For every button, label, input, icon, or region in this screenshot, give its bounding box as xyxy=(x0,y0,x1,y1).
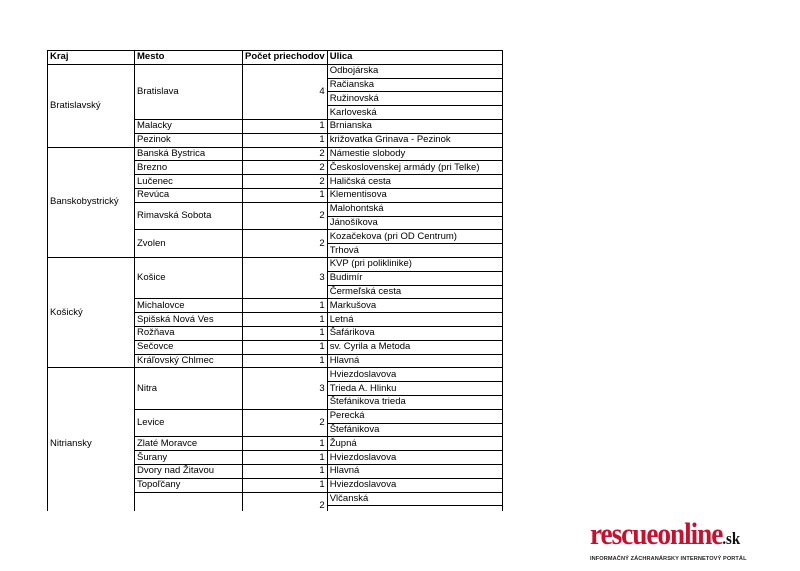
kraj-cell: Banskobystrický xyxy=(48,147,135,257)
pocet-cell: 4 xyxy=(243,64,328,119)
logo-name: rescueonline xyxy=(590,516,723,551)
mesto-cell: Rimavská Sobota xyxy=(135,202,243,230)
mesto-cell: Košice xyxy=(135,257,243,298)
ulica-cell: Budimír xyxy=(327,271,502,285)
header-ulica: Ulica xyxy=(327,51,502,65)
ulica-cell: Československej armády (pri Telke) xyxy=(327,161,502,175)
pocet-cell: 2 xyxy=(243,409,328,437)
mesto-cell: Michalovce xyxy=(135,299,243,313)
mesto-cell: Rožňava xyxy=(135,326,243,340)
mesto-cell: Dvory nad Žitavou xyxy=(135,464,243,478)
table-row xyxy=(48,257,503,271)
pocet-cell: 1 xyxy=(243,340,328,354)
ulica-cell: Perecká xyxy=(327,409,502,423)
ulica-cell: Ružinovská xyxy=(327,92,502,106)
ulica-cell: Račianska xyxy=(327,78,502,92)
mesto-cell: Banská Bystrica xyxy=(135,147,243,161)
ulica-cell: Hviezdoslavova xyxy=(327,451,502,465)
header-pocet: Počet priechodov xyxy=(243,51,328,65)
mesto-cell: Zlaté Moravce xyxy=(135,437,243,451)
ulica-cell: Letná xyxy=(327,313,502,327)
pocet-cell: 1 xyxy=(243,299,328,313)
ulica-cell: Župná xyxy=(327,437,502,451)
pocet-cell: 1 xyxy=(243,188,328,202)
mesto-cell: Brezno xyxy=(135,161,243,175)
ulica-cell: Klementisova xyxy=(327,188,502,202)
mesto-cell: Spišská Nová Ves xyxy=(135,313,243,327)
mesto-cell: Šurany xyxy=(135,451,243,465)
mesto-cell: Zvolen xyxy=(135,230,243,258)
ulica-cell: Brnianska xyxy=(327,119,502,133)
ulica-cell: Šafárikova xyxy=(327,326,502,340)
header-row xyxy=(48,51,503,65)
mesto-cell: Sečovce xyxy=(135,340,243,354)
ulica-cell: Markušova xyxy=(327,299,502,313)
mesto-cell: Nitra xyxy=(135,368,243,409)
pocet-cell: 1 xyxy=(243,133,328,147)
pocet-cell: 2 xyxy=(243,230,328,258)
pocet-cell: 1 xyxy=(243,478,328,492)
kraj-cell: Bratislavský xyxy=(48,64,135,147)
header-mesto: Mesto xyxy=(135,51,243,65)
ulica-cell: Hlavná xyxy=(327,354,502,368)
mesto-cell: Kráľovský Chlmec xyxy=(135,354,243,368)
pocet-cell: 2 xyxy=(243,202,328,230)
pocet-cell: 1 xyxy=(243,464,328,478)
mesto-cell: Revúca xyxy=(135,188,243,202)
rescueonline-logo[interactable] xyxy=(590,518,790,562)
table-row xyxy=(48,147,503,161)
pocet-cell: 1 xyxy=(243,451,328,465)
ulica-cell: Haličská cesta xyxy=(327,175,502,189)
ulica-cell: Čermeľská cesta xyxy=(327,285,502,299)
ulica-cell: KVP (pri poliklinike) xyxy=(327,257,502,271)
ulica-cell: Malohontská xyxy=(327,202,502,216)
mesto-cell: Topoľčany xyxy=(135,478,243,492)
pocet-cell: 2 xyxy=(243,175,328,189)
table-body xyxy=(48,64,503,519)
ulica-cell: Vlčanská xyxy=(327,492,502,506)
crossings-table xyxy=(47,50,503,520)
pocet-cell: 3 xyxy=(243,257,328,298)
ulica-cell: Jánošíkova xyxy=(327,216,502,230)
pocet-cell: 2 xyxy=(243,147,328,161)
ulica-cell: Trhová xyxy=(327,244,502,258)
pocet-cell: 2 xyxy=(243,161,328,175)
ulica-cell: Štefánikova xyxy=(327,423,502,437)
ulica-cell: Karloveská xyxy=(327,106,502,120)
logo-tagline: INFORMAČNÝ ZÁCHRANÁRSKY INTERNETOVÝ PORTÁL xyxy=(590,556,747,562)
mesto-cell: Pezinok xyxy=(135,133,243,147)
logo-tld: .sk xyxy=(722,529,741,548)
pocet-cell: 1 xyxy=(243,313,328,327)
mesto-cell: Levice xyxy=(135,409,243,437)
ulica-cell: Hlavná xyxy=(327,464,502,478)
pocet-cell: 1 xyxy=(243,354,328,368)
header-kraj: Kraj xyxy=(48,51,135,65)
logo-wordmark xyxy=(590,518,766,555)
mesto-cell: Lučenec xyxy=(135,175,243,189)
pocet-cell: 1 xyxy=(243,326,328,340)
kraj-cell: Košický xyxy=(48,257,135,367)
mesto-cell: Malacky xyxy=(135,119,243,133)
ulica-cell: Námestie slobody xyxy=(327,147,502,161)
ulica-cell: križovatka Grinava - Pezinok xyxy=(327,133,502,147)
ulica-cell: Hviezdoslavova xyxy=(327,478,502,492)
ulica-cell: sv. Cyrila a Metoda xyxy=(327,340,502,354)
pocet-cell: 1 xyxy=(243,437,328,451)
ulica-cell: Odbojárska xyxy=(327,64,502,78)
pocet-cell: 1 xyxy=(243,119,328,133)
ulica-cell: Trieda A. Hlinku xyxy=(327,382,502,396)
table-row xyxy=(48,64,503,78)
ulica-cell: Štefánikova trieda xyxy=(327,395,502,409)
table-row xyxy=(48,368,503,382)
pocet-cell: 3 xyxy=(243,368,328,409)
ulica-cell: Hviezdoslavova xyxy=(327,368,502,382)
pocet-cell: 2 xyxy=(243,492,328,520)
ulica-cell: Kozačekova (pri OD Centrum) xyxy=(327,230,502,244)
mesto-cell: Bratislava xyxy=(135,64,243,119)
kraj-cell: Nitriansky xyxy=(48,368,135,520)
